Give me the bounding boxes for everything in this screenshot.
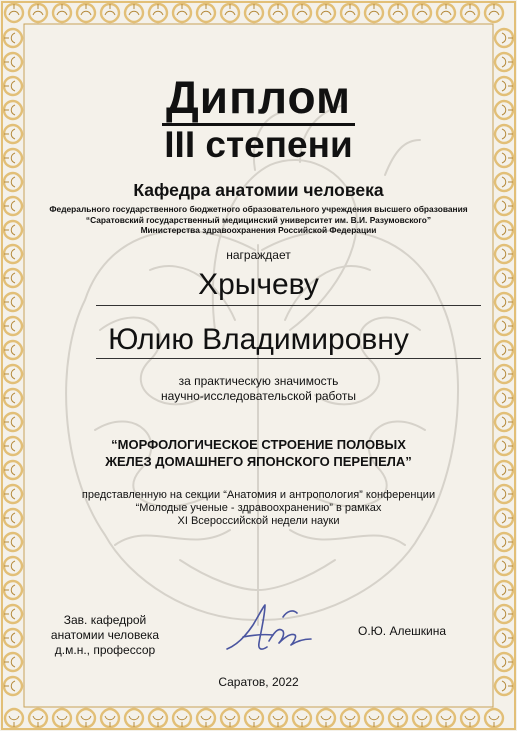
reason-line: за практическую значимость [178,374,339,388]
award-reason [0,374,517,404]
institution-line: Министерства здравоохранения Российской Федерации [140,225,377,235]
section-line: XI Всероссийской недели науки [177,515,340,527]
institution-line: “Саратовский государственный медицинский университет им. В.И. Разумовского” [85,214,432,225]
work-title-line: ЖЕЛЕЗ ДОМАШНЕГО ЯПОНСКОГО ПЕРЕПЕЛА” [105,454,412,469]
section-line: представленную на секции “Анатомия и антропология” конференции [81,489,436,501]
institution-line: Федерального государственного бюджетного образовательного учреждения высшего образования [49,204,468,214]
position-line: Зав. кафедрой [63,613,147,627]
position-line: д.м.н., профессор [54,643,156,657]
surname-underline [96,305,481,306]
signer-name: О.Ю. Алешкина [358,624,447,638]
position-line: анатомии человека [50,628,160,642]
place-date: Саратов, 2022 [218,675,299,689]
reason-line: научно-исследовательской работы [161,389,356,403]
work-title-line: “МОРФОЛОГИЧЕСКОЕ СТРОЕНИЕ ПОЛОВЫХ [111,437,406,452]
section-line: “Молодые ученые - здравоохранению” в рамках [135,502,382,514]
diploma-degree: III степени [164,124,353,165]
conference-section [0,489,517,528]
recipient-name: Юлию Владимировну [108,323,409,356]
department-name: Кафедра анатомии человека [133,180,384,200]
awards-text: награждает [226,248,291,262]
name-underline [96,358,481,359]
institution-block [0,204,517,236]
work-title [0,436,517,470]
diploma-title: Диплом [0,70,517,124]
handwritten-signature [223,597,323,663]
recipient-surname: Хрычеву [198,268,319,301]
signer-position [25,613,185,658]
